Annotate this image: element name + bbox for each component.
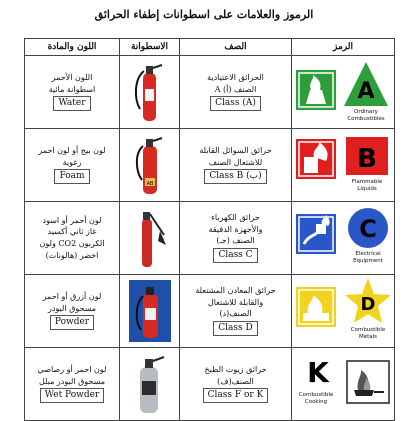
cylinder-cell (120, 202, 180, 275)
class-label: Class (A) (210, 96, 261, 111)
color-cell (25, 129, 120, 202)
class-cell (180, 275, 292, 348)
class-text: حرائق الكهرباء (211, 213, 260, 223)
table-row (25, 56, 395, 129)
color-text: مسحوق البودر مبلل (38, 376, 106, 386)
class-c-circle-icon (346, 206, 390, 250)
color-cell (25, 348, 120, 421)
class-text: الصنف (جـ) (216, 236, 255, 246)
symbol-cell (292, 56, 395, 129)
class-text: والأجهزة الدقيقة (208, 224, 263, 234)
symbol-letter: A (357, 79, 375, 104)
class-text: الصنف (أ) A (214, 84, 257, 94)
symbol-letter: C (359, 215, 377, 243)
color-text: لون أحمر أو اسود (42, 215, 102, 225)
class-text: الصنف(ف) (217, 376, 254, 386)
cylinder-cell (120, 129, 180, 202)
class-d-star-icon (344, 277, 392, 325)
class-text: الحرائق الاعتيادية (207, 72, 264, 82)
burning-metal-icon (296, 287, 336, 327)
color-text: اسطوانة مائية (48, 84, 96, 94)
color-cell (25, 275, 120, 348)
color-cell (25, 202, 120, 275)
class-cell (180, 56, 292, 129)
cylinder-cell (120, 275, 180, 348)
symbol-cell (292, 348, 395, 421)
class-label: Class C (213, 248, 257, 263)
class-label: Class F or K (203, 388, 269, 403)
symbol-caption: Ordinary Combustibles (347, 109, 385, 122)
cylinder-cell (120, 348, 180, 421)
symbol-letter: K (307, 356, 329, 388)
symbol-cell (292, 129, 395, 202)
color-text: لون بيج أو لون احمر (38, 145, 106, 155)
header-row (25, 39, 395, 56)
table-row (25, 275, 395, 348)
class-text: حرائق زيوت الطبخ (204, 364, 267, 374)
header-class: الصف (180, 39, 292, 56)
class-text: حرائق السوائل القابلة (199, 145, 272, 155)
class-a-triangle-icon (342, 60, 390, 108)
color-text: لون أزرق أو احمر (42, 291, 102, 301)
class-text: للاشتعال الصنف (208, 157, 263, 167)
header-symbol: الرمز (292, 39, 395, 56)
wet-chemical-extinguisher-icon (130, 351, 170, 417)
material-label: Wet Powder (40, 388, 105, 403)
color-text: غاز ثاني أكسيد (47, 227, 97, 237)
burning-can-icon (296, 139, 336, 179)
burning-plug-icon (296, 214, 336, 254)
water-extinguisher-icon (130, 59, 170, 125)
class-text: الصنف(د) (219, 309, 252, 319)
powder-extinguisher-icon (127, 278, 173, 344)
material-label: الكربون CO2 ولون (39, 239, 105, 248)
co2-extinguisher-icon (130, 205, 170, 271)
color-text: رغوية (62, 157, 82, 167)
symbol-caption: Combustible Cooking (298, 392, 334, 405)
symbol-caption: Electrical Equipment (353, 251, 383, 264)
table-row (25, 129, 395, 202)
class-label: Class D (213, 321, 257, 336)
burning-trash-icon (296, 70, 336, 110)
material-label: Foam (54, 169, 89, 184)
table-row (25, 348, 395, 421)
symbol-letter: D (360, 294, 376, 315)
header-color: اللون والمادة (25, 39, 120, 56)
color-text: لون احمر أو رصاصي (37, 364, 107, 374)
symbol-caption: Flammable Liquids (351, 179, 383, 192)
class-cell (180, 129, 292, 202)
cylinder-cell (120, 56, 180, 129)
symbol-cell (292, 275, 395, 348)
symbol-cell (292, 202, 395, 275)
class-text: حرائق المعادن المشتعلة (195, 286, 276, 296)
color-text: مسحوق البودر (47, 303, 97, 313)
class-k-letter-icon (298, 354, 338, 388)
symbol-caption: Combustible Metals (350, 327, 386, 340)
extinguisher-table (24, 38, 395, 421)
color-text: اخضر (هالونات) (45, 250, 99, 260)
class-label: Class B (ب) (204, 169, 266, 184)
header-cylinder: الاسطوانة (120, 39, 180, 56)
class-cell (180, 202, 292, 275)
class-text: والقابلة للاشتعال (207, 297, 264, 307)
material-label: Powder (50, 315, 94, 330)
foam-extinguisher-icon (130, 132, 170, 198)
class-b-square-icon (344, 135, 390, 177)
class-cell (180, 348, 292, 421)
color-cell (25, 56, 120, 129)
symbol-letter: B (357, 144, 377, 174)
table-row (25, 202, 395, 275)
burning-pan-icon (346, 360, 390, 404)
svg-text:AB: AB (146, 181, 153, 187)
color-text: اللون الأحمر (51, 72, 93, 82)
page-title: الرموز والعلامات على اسطوانات إطفاء الحرائق (94, 8, 314, 21)
material-label: Water (53, 96, 90, 111)
